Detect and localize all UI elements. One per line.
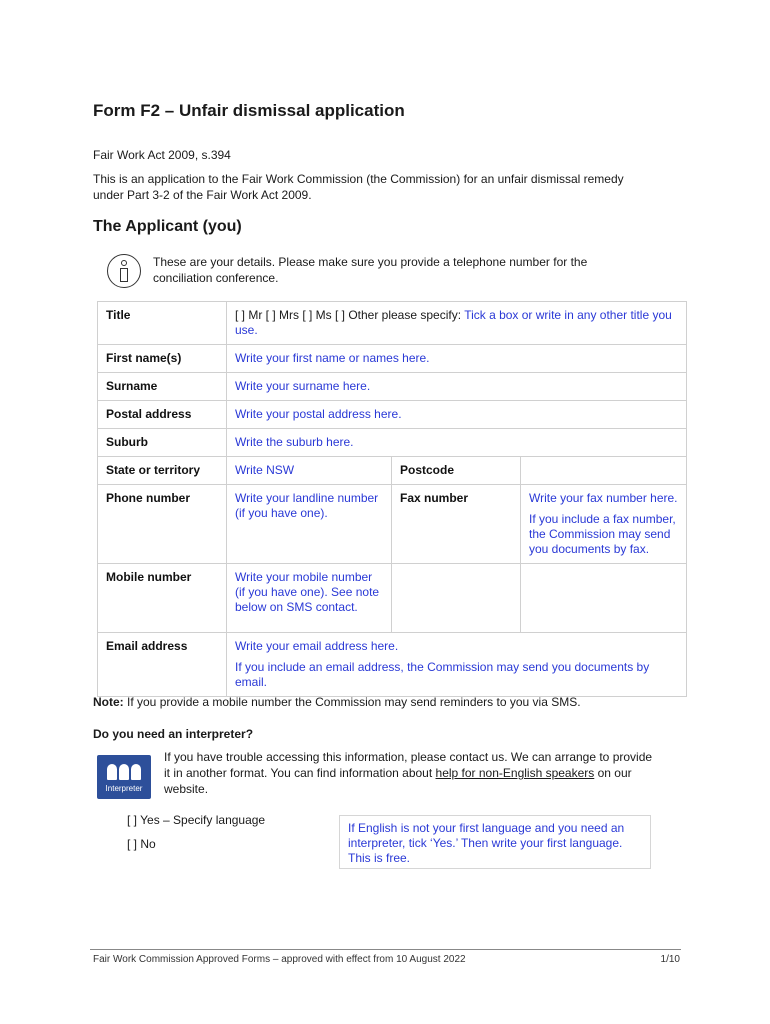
state-label: State or territory — [98, 457, 227, 485]
interpreter-info — [164, 749, 654, 797]
applicant-info-text — [153, 254, 673, 286]
fax-field[interactable] — [521, 485, 687, 564]
interpreter-text-before: If you have trouble accessing this information, please contact us. We can arrange to provide it in another format. You can find information about — [164, 750, 653, 780]
info-line-1: These are your details. Please make sure you provide a telephone number for the — [153, 255, 588, 269]
mobile-label: Mobile number — [98, 564, 227, 633]
suburb-label: Suburb — [98, 429, 227, 457]
row-phone — [98, 485, 687, 564]
title-field[interactable] — [227, 302, 687, 345]
row-mobile — [98, 564, 687, 633]
first-name-field[interactable]: Write your first name or names here. — [227, 345, 687, 373]
surname-label: Surname — [98, 373, 227, 401]
applicant-heading: The Applicant (you) — [93, 218, 242, 235]
act-reference: Fair Work Act 2009, s.394 — [93, 148, 231, 162]
mobile-field[interactable]: Write your mobile number (if you have one). See note below on SMS contact. — [227, 564, 392, 633]
footer-divider — [90, 949, 681, 950]
intro-paragraph — [93, 171, 693, 203]
surname-field[interactable]: Write your surname here. — [227, 373, 687, 401]
fax-note: If you include a fax number, the Commission may send you documents by fax. — [529, 512, 676, 556]
row-surname — [98, 373, 687, 401]
title-options[interactable]: [ ] Mr [ ] Mrs [ ] Ms [ ] Other please specify: — [235, 308, 462, 322]
info-line-2: conciliation conference. — [153, 271, 279, 285]
interpreter-icon — [97, 755, 151, 799]
non-english-help-link[interactable]: help for non-English speakers — [435, 766, 595, 780]
sms-note — [93, 694, 693, 710]
info-icon — [107, 254, 141, 288]
row-state — [98, 457, 687, 485]
fax-label: Fax number — [392, 485, 521, 564]
fax-hint: Write your fax number here. — [529, 491, 678, 505]
applicant-details-table — [97, 301, 687, 697]
page-number: 1/10 — [660, 954, 680, 965]
postcode-field[interactable] — [521, 457, 687, 485]
interpreter-question: Do you need an interpreter? — [93, 727, 254, 741]
page-title: Form F2 – Unfair dismissal application — [93, 101, 405, 120]
note-text: If you provide a mobile number the Commission may send reminders to you via SMS. — [123, 695, 581, 709]
row-email — [98, 633, 687, 697]
email-label: Email address — [98, 633, 227, 697]
interpreter-text-after: on our website. — [164, 766, 632, 796]
row-postal-address — [98, 401, 687, 429]
postal-address-label: Postal address — [98, 401, 227, 429]
row-title — [98, 302, 687, 345]
email-field[interactable] — [227, 633, 687, 697]
interpreter-icon-label: Interpreter — [105, 784, 143, 793]
option-yes[interactable]: [ ] Yes – Specify language — [127, 813, 266, 827]
footer-text: Fair Work Commission Approved Forms – approved with effect from 10 August 2022 — [93, 954, 466, 965]
phone-field[interactable]: Write your landline number (if you have one). — [227, 485, 392, 564]
intro-line-1: This is an application to the Fair Work Commission (the Commission) for an unfair dismissal remedy — [93, 172, 624, 186]
state-field[interactable]: Write NSW — [227, 457, 392, 485]
option-no[interactable]: [ ] No — [127, 837, 156, 851]
first-name-label: First name(s) — [98, 345, 227, 373]
phone-label: Phone number — [98, 485, 227, 564]
row-suburb — [98, 429, 687, 457]
email-note: If you include an email address, the Commission may send you documents by email. — [235, 660, 650, 689]
title-hint: Tick a box or write in any other title you use. — [235, 308, 672, 337]
mobile-empty-cell-2 — [521, 564, 687, 633]
suburb-field[interactable]: Write the suburb here. — [227, 429, 687, 457]
title-label: Title — [98, 302, 227, 345]
intro-line-2: under Part 3-2 of the Fair Work Act 2009. — [93, 188, 312, 202]
postal-address-field[interactable]: Write your postal address here. — [227, 401, 687, 429]
postcode-label: Postcode — [392, 457, 521, 485]
interpreter-hint-box: If English is not your first language and you need an interpreter, tick ‘Yes.’ Then write your first language. This is free. — [339, 815, 651, 869]
note-bold: Note: — [93, 695, 124, 709]
email-hint: Write your email address here. — [235, 639, 399, 653]
mobile-empty-cell — [392, 564, 521, 633]
row-first-name — [98, 345, 687, 373]
